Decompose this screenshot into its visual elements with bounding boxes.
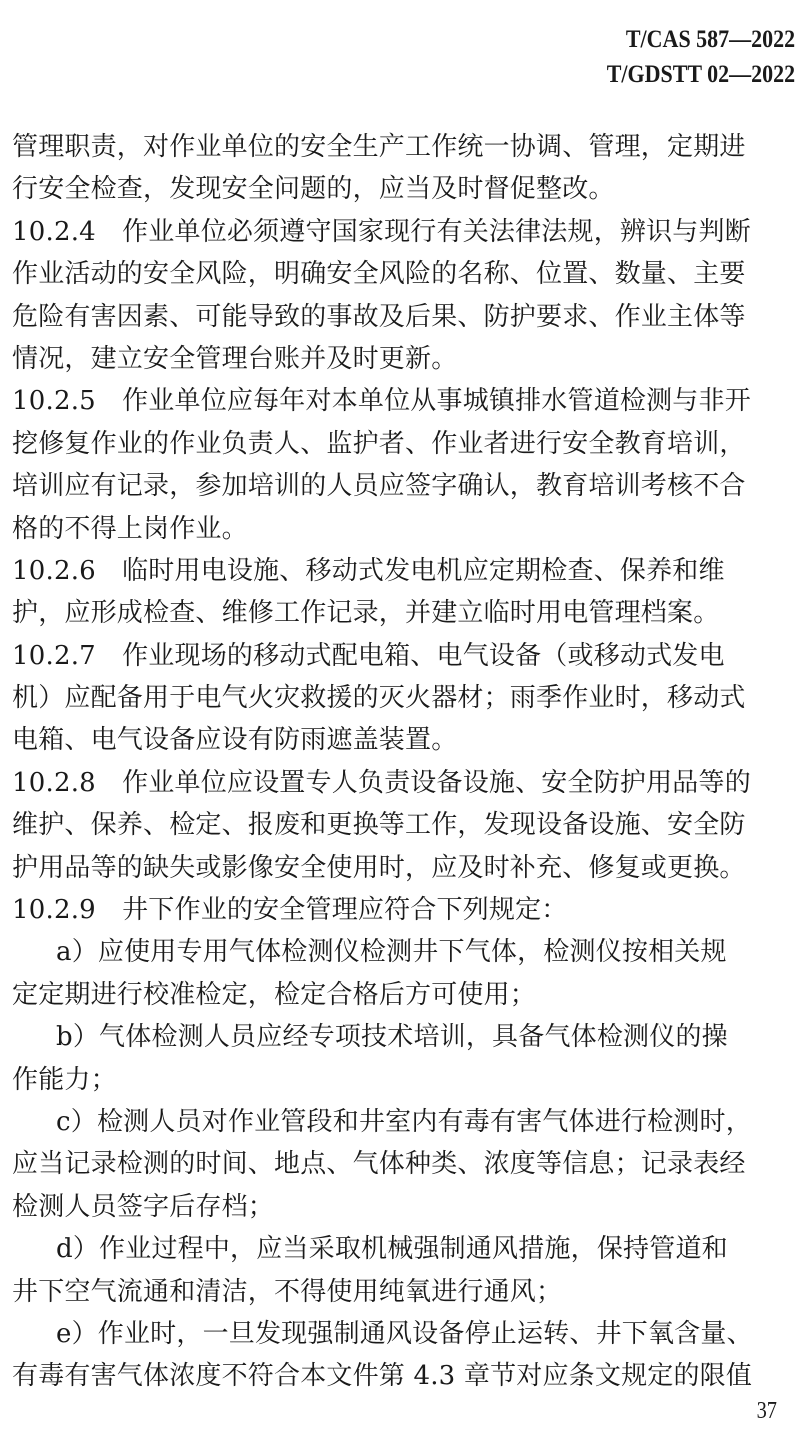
document-body bbox=[12, 126, 798, 1398]
text-line: 10.2.5 作业单位应每年对本单位从事城镇排水管道检测与非开 bbox=[12, 386, 751, 417]
text-line: 培训应有记录，参加培训的人员应签字确认，教育培训考核不合 bbox=[12, 471, 746, 502]
text-line: 管理职责，对作业单位的安全生产工作统一协调、管理，定期进 bbox=[12, 132, 746, 162]
text-line: 机）应配备用于电气火灾救援的灭火器材；雨季作业时，移动式 bbox=[12, 683, 746, 714]
text-line: 有毒有害气体浓度不符合本文件第 4.3 章节对应条文规定的限值 bbox=[12, 1361, 753, 1392]
standard-number-cas: T/CAS 587—2022 bbox=[625, 26, 795, 53]
text-line: 电箱、电气设备应设有防雨遮盖装置。 bbox=[12, 725, 458, 756]
text-line: 定定期进行校准检定，检定合格后方可使用； bbox=[12, 979, 537, 1010]
text-line: 护用品等的缺失或影像安全使用时，应及时补充、修复或更换。 bbox=[12, 852, 746, 883]
text-line: 情况，建立安全管理台账并及时更新。 bbox=[12, 343, 458, 374]
text-line: 护，应形成检查、维修工作记录，并建立临时用电管理档案。 bbox=[12, 598, 720, 629]
text-line: 检测人员签字后存档； bbox=[12, 1191, 275, 1222]
text-line: 10.2.9 井下作业的安全管理应符合下列规定： bbox=[12, 895, 568, 926]
text-line: 井下空气流通和清洁，不得使用纯氧进行通风； bbox=[12, 1276, 563, 1307]
text-line: 10.2.6 临时用电设施、移动式发电机应定期检查、保养和维 bbox=[12, 555, 725, 586]
text-line: 10.2.7 作业现场的移动式配电箱、电气设备（或移动式发电 bbox=[12, 640, 725, 671]
text-line: 格的不得上岗作业。 bbox=[12, 513, 248, 544]
text-line: 作业活动的安全风险，明确安全风险的名称、位置、数量、主要 bbox=[12, 259, 746, 290]
text-line: 应当记录检测的时间、地点、气体种类、浓度等信息；记录表经 bbox=[12, 1149, 746, 1180]
text-line: 维护、保养、检定、报废和更换等工作，发现设备设施、安全防 bbox=[12, 810, 746, 841]
text-line: a）应使用专用气体检测仪检测井下气体，检测仪按相关规 bbox=[56, 937, 727, 968]
standard-header bbox=[607, 22, 795, 92]
text-line: 行安全检查，发现安全问题的，应当及时督促整改。 bbox=[12, 174, 615, 205]
text-line: 10.2.8 作业单位应设置专人负责设备设施、安全防护用品等的 bbox=[12, 767, 751, 798]
standard-number-gdstt: T/GDSTT 02—2022 bbox=[606, 61, 795, 88]
text-line: c）检测人员对作业管段和井室内有毒有害气体进行检测时， bbox=[56, 1106, 752, 1137]
text-line: 挖修复作业的作业负责人、监护者、作业者进行安全教育培训， bbox=[12, 428, 746, 459]
text-line: b）气体检测人员应经专项技术培训，具备气体检测仪的操 bbox=[56, 1022, 728, 1053]
page-number: 37 bbox=[756, 1398, 777, 1424]
text-line: 作能力； bbox=[12, 1064, 117, 1095]
text-line: 危险有害因素、可能导致的事故及后果、防护要求、作业主体等 bbox=[12, 301, 746, 332]
text-line: e）作业时，一旦发现强制通风设备停止运转、井下氧含量、 bbox=[56, 1318, 753, 1349]
text-line: 10.2.4 作业单位必须遵守国家现行有关法律法规，辨识与判断 bbox=[12, 216, 751, 247]
text-line: d）作业过程中，应当采取机械强制通风措施，保持管道和 bbox=[56, 1234, 728, 1265]
